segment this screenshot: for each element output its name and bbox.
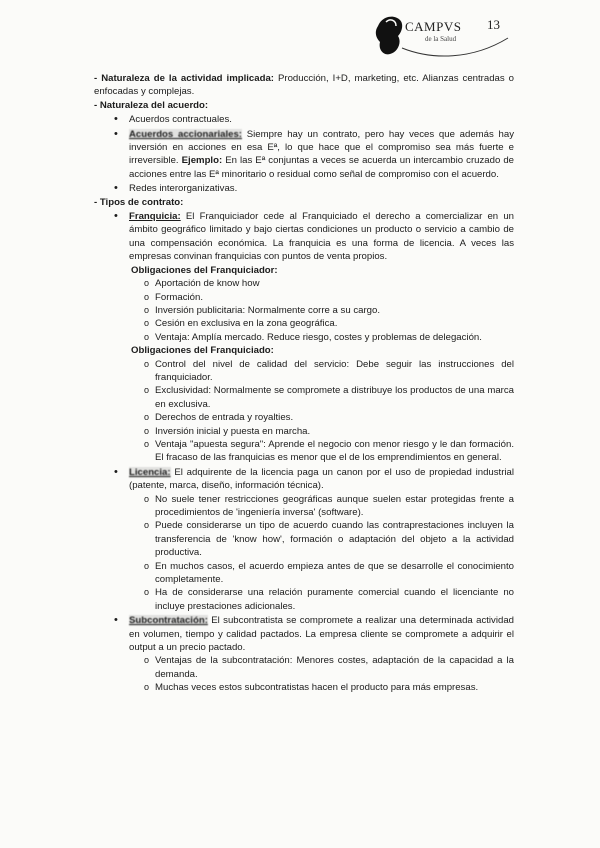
list-item: [94, 411, 514, 424]
list-item-text: Formación.: [155, 291, 203, 303]
list-item: [94, 560, 514, 587]
text-acuerdos-accionariales: Siempre hay un contrato, pero hay veces que además hay inversión en acciones en esa Eª, lo que hace que el compromiso sea más fuerte e irreversible.: [129, 128, 514, 167]
list-item-text: Muchas veces estos subcontratistas hacen el producto para más empresas.: [155, 682, 479, 694]
list-item-text: Aportación de know how: [155, 278, 260, 290]
list-item: [94, 331, 514, 344]
list-item: [94, 425, 514, 438]
list-item-text: No suele tener restricciones geográficas aunque suelen estar protegidas frente a procedimientos de 'ingeniería inversa' (software).: [155, 493, 514, 518]
list-item: [94, 586, 514, 613]
list-item: [94, 614, 514, 654]
label-acuerdos-accionariales: Acuerdos accionariales:: [129, 128, 242, 140]
heading-tipos-contrato: - Tipos de contrato:: [94, 196, 184, 208]
paragraph-naturaleza-actividad: [94, 72, 514, 99]
list-item-text: Cesión en exclusiva en la zona geográfica.: [155, 318, 338, 330]
list-item: [94, 277, 514, 290]
list-item: [94, 128, 514, 182]
list-item: [94, 358, 514, 385]
list-item: [94, 317, 514, 330]
heading-obligaciones-franquiciador: Obligaciones del Franquiciador:: [131, 264, 278, 276]
text-subcontratacion: El subcontratista se compromete a realizar una determinada actividad en volumen, tiempo y calidad pactados. La empresa cliente se compromete a adquirir el output a un precio pactado.: [129, 615, 514, 654]
list-item: [94, 304, 514, 317]
heading-naturaleza-acuerdo: - Naturaleza del acuerdo:: [94, 99, 209, 111]
list-item: [94, 182, 514, 195]
list-item-text: Derechos de entrada y royalties.: [155, 412, 294, 424]
list-obligaciones-franquiciado: [94, 358, 514, 465]
list-item: [94, 438, 514, 465]
document-body: [94, 72, 514, 695]
item-redes: Redes interorganizativas.: [129, 183, 238, 195]
list-tipos-contrato: [94, 210, 514, 264]
list-item: [94, 113, 514, 126]
list-item-text: Ventajas de la subcontratación: Menores costes, adaptación de la capacidad a la demanda.: [155, 655, 514, 680]
text-naturaleza-actividad: Producción, I+D, marketing, etc. Alianzas centradas o enfocadas y complejas.: [94, 73, 514, 98]
list-item: [94, 384, 514, 411]
label-franquicia: Franquicia:: [129, 211, 181, 223]
text-licencia: El adquirente de la licencia paga un canon por el uso de propiedad industrial (patente, marca, diseño, información técnica).: [129, 466, 514, 492]
list-item: [94, 493, 514, 520]
list-item-text: Ventaja: Amplía mercado. Reduce riesgo, costes y problemas de delegación.: [155, 331, 482, 343]
list-subcontratacion-detalles: [94, 654, 514, 694]
list-item-text: Ventaja "apuesta segura": Aprende el negocio con menor riesgo y le dan formación. El fracaso de las franquicias es menor que el de los emprendimientos en general.: [155, 438, 514, 464]
list-item: [94, 210, 514, 264]
heading-naturaleza-actividad: - Naturaleza de la actividad implicada:: [94, 73, 274, 84]
list-item-text: Inversión inicial y puesta en marcha.: [155, 425, 311, 437]
logo-number: 13: [487, 17, 500, 32]
list-item-text: En muchos casos, el acuerdo empieza antes de que se desarrolle el conocimiento completamente.: [155, 560, 514, 586]
list-item: [94, 519, 514, 559]
list-item-text: Ha de considerarse una relación puramente comercial cuando el licenciante no incluye prestaciones adicionales.: [155, 587, 514, 612]
list-naturaleza-acuerdo: [94, 113, 514, 195]
list-subcontratacion: [94, 614, 514, 654]
list-item-text: Control del nivel de calidad del servicio: Debe seguir las instrucciones del franquiciador.: [155, 358, 514, 383]
label-licencia: Licencia:: [129, 466, 171, 478]
list-obligaciones-franquiciador: [94, 277, 514, 344]
list-item: [94, 681, 514, 694]
list-item: [94, 466, 514, 493]
list-item: [94, 654, 514, 681]
list-item-text: Inversión publicitaria: Normalmente corre a su cargo.: [155, 304, 381, 316]
logo-subtitle: de la Salud: [425, 35, 457, 43]
list-item-text: Exclusividad: Normalmente se compromete a distribuye los productos de una marca en exclusiva.: [155, 385, 514, 410]
text-ejemplo: En las Eª conjuntas a veces se acuerda un intercambio cruzado de acciones entre las Eª minoritario o residual como señal de compromiso con el acuerdo.: [129, 155, 514, 180]
label-ejemplo: Ejemplo:: [178, 155, 223, 167]
list-item: [94, 291, 514, 304]
logo-text: CAMPVS: [405, 19, 462, 34]
label-subcontratacion: Subcontratación:: [129, 615, 208, 627]
list-licencia: [94, 466, 514, 493]
heading-obligaciones-franquiciado: Obligaciones del Franquiciado:: [131, 345, 274, 357]
list-item-text: Puede considerarse un tipo de acuerdo cuando las contraprestaciones incluyen la transferencia de 'know how', formación o adaptación del objeto a la actividad productiva.: [155, 520, 514, 559]
text-franquicia: El Franquiciador cede al Franquiciado el derecho a comercializar en un ámbito geográfico limitado y bajo ciertas condiciones un producto o servicio a cambio de una compensación económica. La franquicia es una forma de licencia. A veces las empresas convinan franquicias con puntos de venta propios.: [129, 211, 514, 263]
list-licencia-detalles: [94, 493, 514, 614]
item-acuerdos-contractuales: Acuerdos contractuales.: [129, 114, 232, 126]
